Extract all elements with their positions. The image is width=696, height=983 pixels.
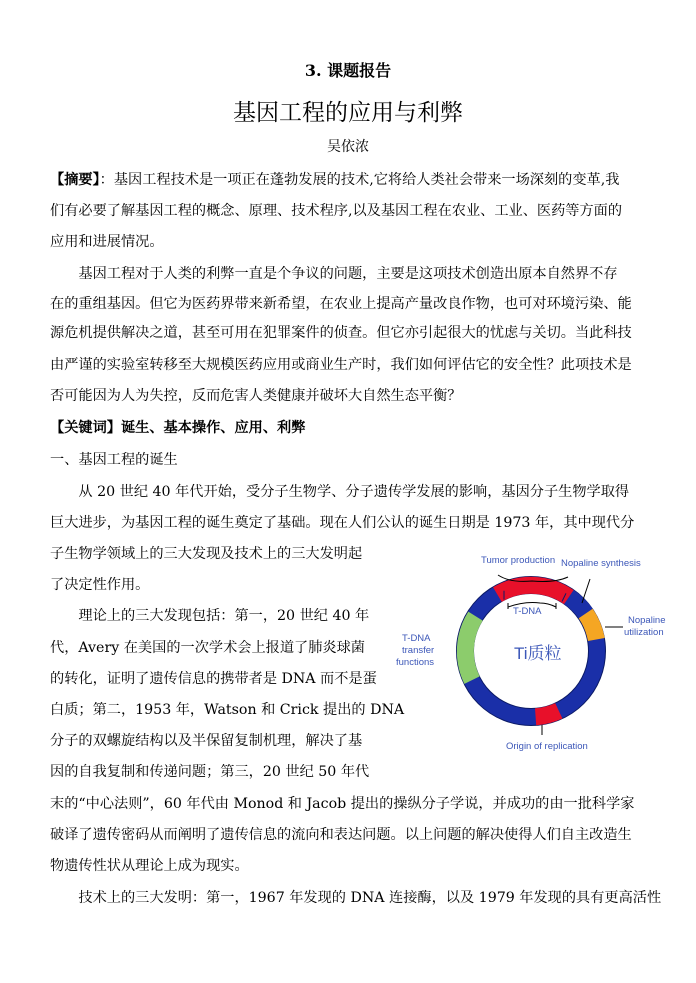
tumor-segment — [497, 585, 569, 597]
abstract-line: 基因工程对于人类的利弊一直是个争议的问题，主要是这项技术创造出原本自然界不存 — [50, 266, 618, 282]
abstract-line: 应用和进展情况。 — [50, 234, 164, 250]
body-line: 从 20 世纪 40 年代开始，受分子生物学、分子遗传学发展的影响，基因分子生物学取得 — [50, 484, 630, 500]
label-nopaline-synthesis: Nopaline synthesis — [561, 558, 641, 569]
body-line: 了决定性作用。 — [50, 577, 150, 593]
body-line: 理论上的三大发现包括：第一，20 世纪 40 年 — [50, 608, 370, 624]
abstract-text: ：基因工程技术是一项正在蓬勃发展的技术,它将给人类社会带来一场深刻的变革,我 — [99, 172, 620, 188]
body-line: 代，Avery 在美国的一次学术会上报道了肺炎球菌 — [50, 640, 365, 656]
body-line: 子生物学领域上的三大发现及技术上的三大发明起 — [50, 546, 363, 562]
section-heading: 一、基因工程的诞生 — [50, 452, 178, 468]
author: 吴依浓 — [327, 139, 369, 155]
abstract-line: 否可能因为人为失控，反而危害人类健康并破坏大自然生态平衡？ — [50, 388, 462, 404]
page-title: 基因工程的应用与利弊 — [233, 100, 463, 126]
abstract-line — [50, 170, 619, 190]
body-line: 的转化，证明了遗传信息的携带者是 DNA 而不是蛋 — [50, 671, 377, 687]
label-nopaline-utilization-2: utilization — [624, 627, 664, 638]
abstract-line: 们有必要了解基因工程的概念、原理、技术程序,以及基因工程在农业、工业、医药等方面的 — [50, 203, 623, 219]
body-line: 技术上的三大发明：第一，1967 年发现的 DNA 连接酶，以及 1979 年发现的具有更高活性 — [50, 890, 662, 906]
leader-line — [582, 579, 590, 603]
body-line: 因的自我复制和传递问题；第三，20 世纪 50 年代 — [50, 764, 370, 780]
label-tdna: T-DNA — [513, 606, 542, 617]
label-tdna-transfer-2: transfer — [402, 645, 435, 656]
plasmid-center-label: Ti质粒 — [514, 644, 562, 663]
body-line: 物遗传性状从理论上成为现实。 — [50, 858, 249, 874]
keywords: 【关键词】诞生、基本操作、应用、利弊 — [50, 420, 306, 436]
body-line: 巨大进步，为基因工程的诞生奠定了基础。现在人们公认的诞生日期是 1973 年，其中现代分 — [50, 515, 635, 531]
abstract-label: 【摘要】 — [50, 172, 100, 188]
origin-segment — [536, 711, 559, 717]
abstract-line: 源危机提供解决之道，甚至可用在犯罪案件的侦查。但它亦引起很大的忧虑与关切。当此科技 — [50, 325, 632, 341]
utilization-segment — [586, 614, 597, 640]
abstract-line: 在的重组基因。但它为医药界带来新希望，在农业上提高产量改良作物，也可对环境污染、能 — [50, 296, 632, 312]
ti-plasmid-diagram — [380, 543, 672, 758]
label-tumor-production: Tumor production — [481, 555, 556, 566]
body-line: 白质；第二，1953 年，Watson 和 Crick 提出的 DNA — [50, 702, 405, 718]
body-line: 末的“中心法则”，60 年代由 Monod 和 Jacob 提出的操纵分子学说，并成功的由一批科学家 — [50, 796, 635, 812]
abstract-line: 由严谨的实验室转移至大规模医药应用或商业生产时，我们如何评估它的安全性？此项技术是 — [50, 357, 632, 373]
body-line: 分子的双螺旋结构以及半保留复制机理，解决了基 — [50, 733, 363, 749]
body-line: 破译了遗传密码从而阐明了遗传信息的流向和表达问题。以上问题的解决使得人们自主改造生 — [50, 827, 632, 843]
label-nopaline-utilization-1: Nopaline — [628, 615, 666, 626]
label-tdna-transfer-1: T-DNA — [402, 633, 431, 644]
label-origin: Origin of replication — [506, 741, 588, 752]
label-tdna-transfer-3: functions — [396, 657, 435, 668]
section-title: 3. 课题报告 — [304, 61, 392, 80]
